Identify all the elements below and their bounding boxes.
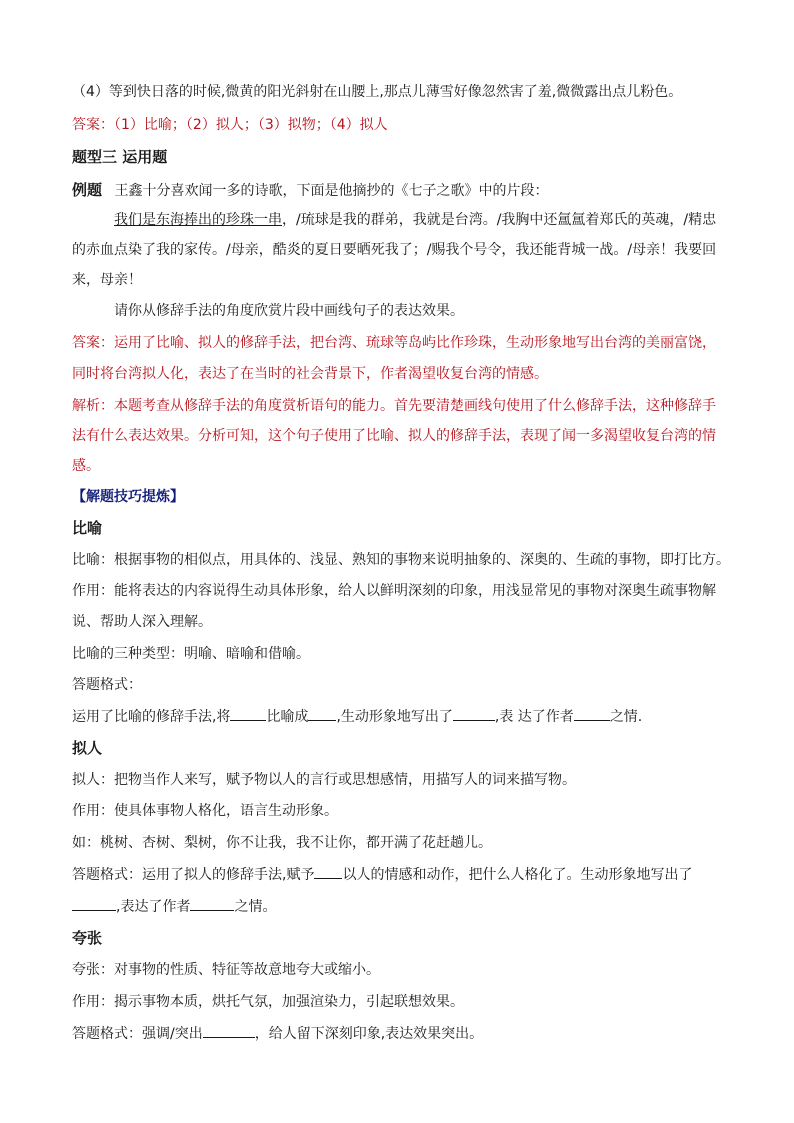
personification-example: 如：桃树、杏树、梨树，你不让我，我不让你，都开满了花赶趟儿。 [72,835,492,851]
answer-blank [308,706,336,721]
personification-format-line-2: ,表达了作者 之情。 [72,896,276,917]
answer-blank [190,896,234,911]
simile-types: 比喻的三种类型：明喻、暗喻和借喻。 [72,646,310,662]
analysis-line-2: 法有什么表达效果。分析可知，这个句子使用了比喻、拟人的修辞手法，表现了闻一多渴望收复台湾的情 [72,428,716,444]
section-heading-type3: 题型三 运用题 [72,148,168,166]
exaggeration-heading: 夸张 [72,929,103,947]
personification-heading: 拟人 [72,739,103,757]
exaggeration-definition: 夸张：对事物的性质、特征等故意地夸大或缩小。 [72,962,380,978]
example-question: 请你从修辞手法的角度欣赏片段中画线句子的表达效果。 [114,303,464,319]
simile-format-label: 答题格式： [72,677,142,693]
example-label: 例题 [72,181,103,199]
answer-blank [453,706,495,721]
simile-effect-line-2: 说、帮助人深入理解。 [72,614,212,630]
analysis-line-1: 解析：本题考查从修辞手法的角度赏析语句的能力。首先要清楚画线句使用了什么修辞手法，这种修辞手 [72,398,716,414]
example-intro: 王鑫十分喜欢闻一多的诗歌，下面是他摘抄的《七子之歌》中的片段： [114,183,549,199]
poem-line-1 [114,210,716,230]
answer-rhetoric-types: 答案：（1）比喻；（2）拟人；（3）拟物；（4）拟人 [72,117,388,133]
personification-format-line-1: 答题格式：运用了拟人的修辞手法,赋予 以人的情感和动作，把什么人格化了。生动形象地写出了 [72,864,692,885]
question-4: （4）等到快日落的时候,微黄的阳光斜射在山腰上,那点儿薄雪好像忽然害了羞,微微露出点儿粉色。 [72,84,683,100]
exaggeration-effect: 作用：揭示事物本质，烘托气氛，加强渲染力，引起联想效果。 [72,994,464,1010]
exaggeration-format: 答题格式：强调/突出 ，给人留下深刻印象,表达效果突出。 [72,1023,483,1044]
answer-blank [72,896,116,911]
simile-definition: 比喻：根据事物的相似点，用具体的、浅显、熟知的事物来说明抽象的、深奥的、生疏的事物，即打比方。 [72,552,730,568]
simile-heading: 比喻 [72,519,103,537]
underlined-sentence: 我们是东海捧出的珍珠一串 [114,212,282,228]
poem-line-2: 的赤血点染了我的家传。/母亲，酷炎的夏日要晒死我了；/赐我个号令，我还能背城一战。/母亲！我要回 [72,242,717,258]
poem-line-3: 来，母亲！ [72,272,142,288]
analysis-line-3: 感。 [72,458,100,474]
answer-line-1: 答案：运用了比喻、拟人的修辞手法，把台湾、琉球等岛屿比作珍珠，生动形象地写出台湾的美丽富饶， [72,335,716,351]
simile-format: 运用了比喻的修辞手法,将 比喻成 ,生动形象地写出了 ,表 达了作者 之情. [72,706,642,727]
poem-line-1-rest: ，/琉球是我的群弟，我就是台湾。/我胸中还氲氲着郑氏的英魂，/精忠 [282,212,717,228]
answer-blank [314,864,342,879]
answer-blank [203,1023,255,1038]
simile-effect-line-1: 作用：能将表达的内容说得生动具体形象，给人以鲜明深刻的印象，用浅显常见的事物对深奥生疏事物解 [72,583,716,599]
example-intro-line [72,180,548,201]
tips-heading: 【解题技巧提炼】 [72,489,184,505]
personification-effect: 作用：使具体事物人格化，语言生动形象。 [72,803,338,819]
answer-blank [230,706,266,721]
personification-definition: 拟人：把物当作人来写，赋予物以人的言行或思想感情，用描写人的词来描写物。 [72,772,576,788]
answer-line-2: 同时将台湾拟人化，表达了在当时的社会背景下，作者渴望收复台湾的情感。 [72,366,548,382]
answer-blank [574,706,610,721]
